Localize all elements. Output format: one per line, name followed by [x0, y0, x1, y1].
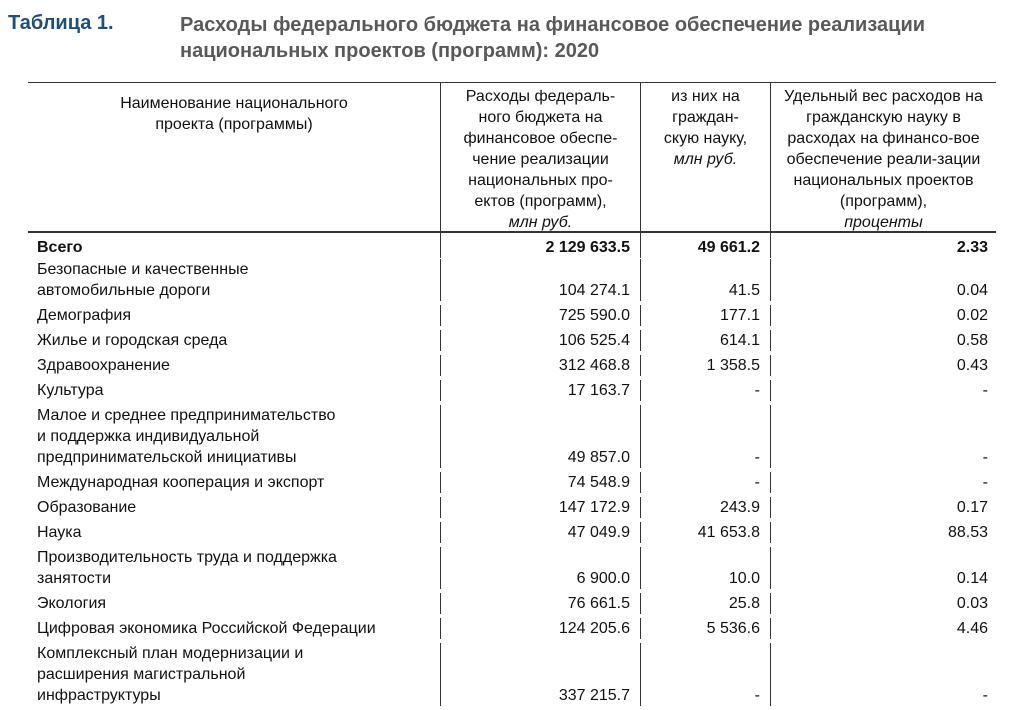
cell-science	[640, 330, 770, 351]
cell-science-text: 243.9	[719, 499, 760, 516]
cell-project-name	[28, 547, 440, 589]
header-col2-unit: млн руб.	[508, 214, 573, 231]
cell-share	[770, 305, 996, 326]
cell-science	[640, 472, 770, 493]
table-row	[28, 497, 996, 522]
cell-share-text: 0.02	[956, 307, 988, 324]
cell-share-text: 2.33	[956, 239, 988, 256]
cell-share-text: 88.53	[947, 524, 988, 541]
cell-science	[640, 233, 770, 258]
cell-project-name-text: Демография	[37, 307, 132, 324]
cell-share	[770, 380, 996, 401]
table-row	[28, 259, 996, 305]
cell-total	[440, 497, 640, 518]
cell-project-name-text: Цифровая экономика Российской Федерации	[37, 620, 376, 637]
cell-science	[640, 593, 770, 614]
table-body	[28, 233, 996, 710]
cell-total-text: 49 857.0	[567, 449, 630, 466]
cell-project-name	[28, 618, 440, 639]
cell-science	[640, 305, 770, 326]
cell-total	[440, 259, 640, 301]
cell-project-name	[28, 405, 440, 468]
cell-total	[440, 405, 640, 468]
cell-project-name	[28, 593, 440, 614]
cell-project-name	[28, 355, 440, 376]
header-col3-text: из них на граждан-скую науку,	[663, 88, 748, 147]
cell-science-text: -	[754, 449, 760, 466]
table-row	[28, 643, 996, 710]
table-header	[28, 83, 996, 233]
cell-project-name-text: Культура	[37, 382, 104, 399]
table-row	[28, 305, 996, 330]
table-row	[28, 405, 996, 472]
cell-project-name	[28, 522, 440, 543]
header-science-share	[770, 83, 996, 231]
cell-project-name	[28, 643, 440, 706]
cell-project-name-text: Наука	[37, 524, 82, 541]
cell-total	[440, 472, 640, 493]
cell-science-text: 41 653.8	[697, 524, 760, 541]
cell-project-name	[28, 305, 440, 326]
cell-science	[640, 497, 770, 518]
cell-total	[440, 355, 640, 376]
cell-total	[440, 643, 640, 706]
cell-project-name	[28, 233, 440, 258]
table-title: Расходы федерального бюджета на финансовое обеспечение реализации национальных проектов (программ): 2020	[180, 14, 926, 62]
table-row	[28, 355, 996, 380]
table-row	[28, 233, 996, 259]
cell-share-text: 0.17	[956, 499, 988, 516]
cell-total-text: 147 172.9	[558, 499, 630, 516]
cell-share-text: 0.04	[956, 282, 988, 299]
cell-total	[440, 547, 640, 589]
header-col1-text: Наименование национального проекта (программы)	[120, 95, 348, 133]
cell-total-text: 6 900.0	[576, 570, 630, 587]
cell-share	[770, 259, 996, 301]
cell-project-name	[28, 380, 440, 401]
cell-share-text: 0.43	[956, 357, 988, 374]
header-science-expenses	[640, 83, 770, 231]
cell-total	[440, 593, 640, 614]
header-col3-unit: млн руб.	[673, 151, 738, 168]
cell-share	[770, 522, 996, 543]
cell-project-name-text: Безопасные и качественные автомобильные дороги	[37, 261, 249, 299]
cell-share-text: 0.03	[956, 595, 988, 612]
cell-project-name	[28, 330, 440, 351]
cell-share-text: -	[982, 474, 988, 491]
table-row	[28, 330, 996, 355]
cell-total-text: 106 525.4	[558, 332, 630, 349]
cell-share	[770, 355, 996, 376]
table-row	[28, 522, 996, 547]
cell-science-text: -	[754, 687, 760, 704]
cell-project-name-text: Международная кооперация и экспорт	[37, 474, 325, 491]
table-row	[28, 472, 996, 497]
table-row	[28, 618, 996, 643]
cell-total-text: 17 163.7	[567, 382, 630, 399]
cell-project-name-text: Здравоохранение	[37, 357, 170, 374]
header-total-expenses	[440, 83, 640, 231]
cell-total-text: 124 205.6	[558, 620, 630, 637]
cell-science	[640, 259, 770, 301]
cell-share-text: 0.14	[956, 570, 988, 587]
cell-science-text: -	[754, 474, 760, 491]
cell-science	[640, 643, 770, 706]
cell-total	[440, 522, 640, 543]
cell-science-text: 41.5	[728, 282, 760, 299]
cell-share	[770, 497, 996, 518]
cell-share	[770, 643, 996, 706]
cell-share	[770, 233, 996, 258]
cell-share-text: 0.58	[956, 332, 988, 349]
cell-project-name-text: Образование	[37, 499, 137, 516]
cell-science-text: 49 661.2	[697, 239, 760, 256]
cell-total	[440, 618, 640, 639]
cell-total-text: 74 548.9	[567, 474, 630, 491]
cell-project-name-text: Малое и среднее предпринимательство и поддержка индивидуальной предпринимательской инициативы	[37, 407, 336, 466]
cell-science-text: 5 536.6	[706, 620, 760, 637]
cell-total-text: 104 274.1	[558, 282, 630, 299]
cell-share	[770, 618, 996, 639]
cell-total	[440, 330, 640, 351]
cell-total	[440, 380, 640, 401]
cell-share-text: -	[982, 687, 988, 704]
cell-share-text: -	[982, 449, 988, 466]
table-row	[28, 380, 996, 405]
cell-science-text: 25.8	[728, 595, 760, 612]
cell-share	[770, 472, 996, 493]
cell-project-name	[28, 472, 440, 493]
cell-total	[440, 233, 640, 258]
cell-total-text: 337 215.7	[558, 687, 630, 704]
cell-science	[640, 618, 770, 639]
cell-project-name-text: Жилье и городская среда	[37, 332, 228, 349]
cell-project-name-text: Комплексный план модернизации и расширения магистральной инфраструктуры	[37, 645, 304, 704]
cell-total-text: 725 590.0	[558, 307, 630, 324]
header-col4-unit: проценты	[844, 214, 923, 231]
budget-table	[28, 82, 996, 710]
cell-science	[640, 547, 770, 589]
cell-total-text: 47 049.9	[567, 524, 630, 541]
cell-share-text: -	[982, 382, 988, 399]
cell-science	[640, 405, 770, 468]
header-col4-text: Удельный вес расходов на гражданскую науку в расходах на финансо-вое обеспечение реали-зации национальных проектов (программ),	[784, 88, 983, 210]
cell-project-name-text: Всего	[37, 239, 83, 256]
cell-science-text: 177.1	[719, 307, 760, 324]
cell-total-text: 2 129 633.5	[545, 239, 630, 256]
cell-science-text: 10.0	[728, 570, 760, 587]
cell-share	[770, 547, 996, 589]
cell-share	[770, 405, 996, 468]
cell-share	[770, 330, 996, 351]
table-row	[28, 547, 996, 593]
cell-project-name	[28, 497, 440, 518]
cell-share-text: 4.46	[956, 620, 988, 637]
cell-share	[770, 593, 996, 614]
cell-project-name-text: Производительность труда и поддержка занятости	[37, 549, 337, 587]
cell-total	[440, 305, 640, 326]
table-label: Таблица 1.	[8, 12, 114, 34]
header-col2-text: Расходы федераль-ного бюджета на финансовое обеспе-чение реализации национальных про-ектов (программ),	[463, 88, 618, 210]
cell-science-text: 614.1	[719, 332, 760, 349]
cell-science-text: -	[754, 382, 760, 399]
table-row	[28, 593, 996, 618]
header-project-name	[28, 83, 440, 231]
cell-total-text: 312 468.8	[558, 357, 630, 374]
cell-science	[640, 380, 770, 401]
cell-science	[640, 355, 770, 376]
cell-total-text: 76 661.5	[567, 595, 630, 612]
cell-science	[640, 522, 770, 543]
cell-science-text: 1 358.5	[706, 357, 760, 374]
cell-project-name-text: Экология	[37, 595, 107, 612]
cell-project-name	[28, 259, 440, 301]
